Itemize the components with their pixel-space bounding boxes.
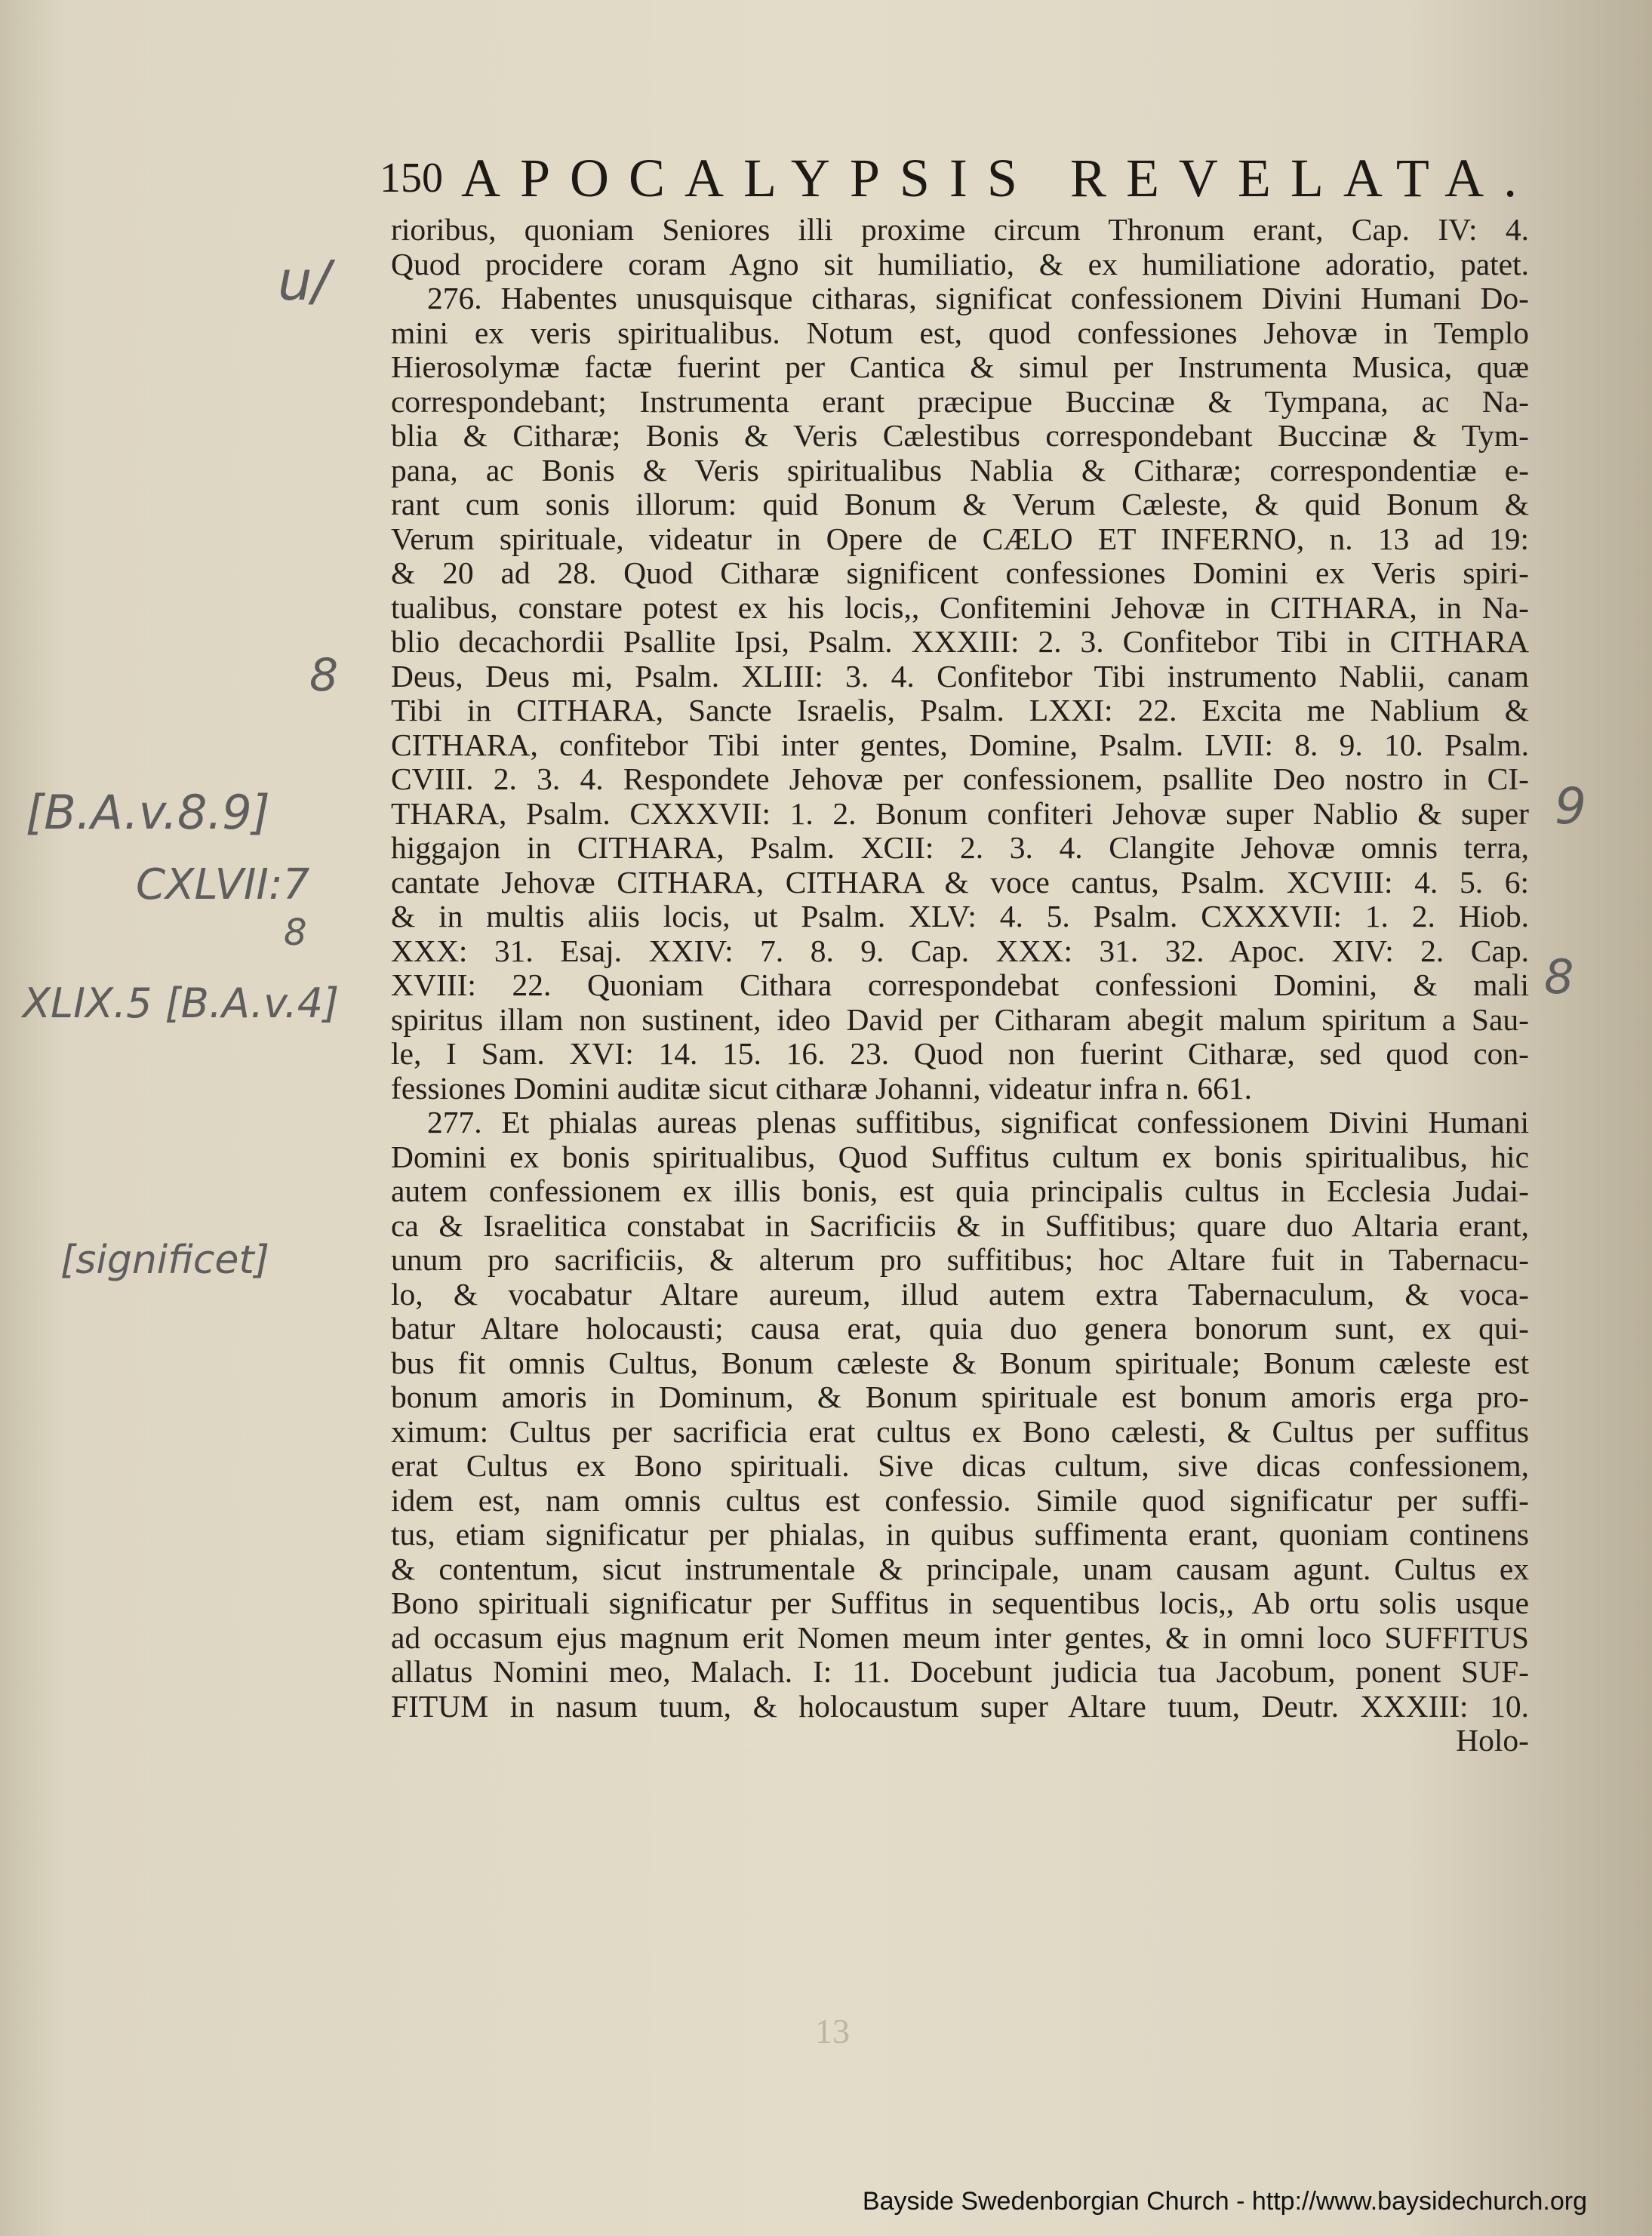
text-line: FITUM in nasum tuum, & holocaustum super Altare tuum, Deutr. XXXIII: 10. xyxy=(391,1688,1529,1724)
text-line: Bono spirituali significatur per Suffitus in sequentibus locis,, Ab ortu solis usque xyxy=(391,1585,1529,1620)
running-title: APOCALYPSIS REVELATA. xyxy=(461,147,1537,208)
text-line: le, I Sam. XVI: 14. 15. 16. 23. Quod non fuerint Citharæ, sed quod con- xyxy=(391,1036,1529,1071)
text-line: rant cum sonis illorum: quid Bonum & Verum Cæleste, & quid Bonum & xyxy=(391,487,1529,521)
signature-mark: 13 xyxy=(815,2012,850,2050)
text-line: bus fit omnis Cultus, Bonum cæleste & Bonum spirituale; Bonum cæleste est xyxy=(391,1345,1529,1380)
text-line: CITHARA, confitebor Tibi inter gentes, Domine, Psalm. LVII: 8. 9. 10. Psalm. xyxy=(391,727,1529,762)
margin-note: [significet] xyxy=(60,1238,270,1283)
text-line: erat Cultus ex Bono spirituali. Sive dicas cultum, sive dicas confessionem, xyxy=(391,1448,1529,1483)
text-line: bonum amoris in Dominum, & Bonum spirituale est bonum amoris erga pro- xyxy=(391,1379,1529,1414)
text-line: blio decachordii Psallite Ipsi, Psalm. XXXIII: 2. 3. Confitebor Tibi in CITHARA xyxy=(391,624,1529,659)
text-line: blia & Citharæ; Bonis & Veris Cælestibus correspondebant Buccinæ & Tym- xyxy=(391,418,1529,453)
text-line: CVIII. 2. 3. 4. Respondete Jehovæ per confessionem, psallite Deo nostro in CI- xyxy=(391,761,1529,796)
text-line: XXX: 31. Esaj. XXIV: 7. 8. 9. Cap. XXX: 31. 32. Apoc. XIV: 2. Cap. xyxy=(391,933,1529,968)
text-line: ad occasum ejus magnum erit Nomen meum inter gentes, & in omni loco SUFFITUS xyxy=(391,1619,1529,1655)
paragraph-277-start: 277. Et phialas aureas plenas suffitibus, significat confessionem Divini Humani xyxy=(427,1105,1529,1140)
margin-note: 8 xyxy=(284,912,307,954)
text-line: Domini ex bonis spiritualibus, Quod Suffitus cultum ex bonis spiritualibus, hic xyxy=(391,1139,1529,1174)
text-line: & 20 ad 28. Quod Citharæ significent confessiones Domini ex Veris spiri- xyxy=(391,555,1529,590)
text-line: spiritus illam non sustinent, ideo David per Citharam abegit malum spiritum a Sau- xyxy=(391,1001,1529,1037)
page-header xyxy=(380,142,1537,208)
text-line: Hierosolymæ factæ fuerint per Cantica & simul per Instrumenta Musica, quæ xyxy=(391,349,1529,384)
text-line: Quod procidere coram Agno sit humiliatio, & ex humiliatione adoratio, patet. xyxy=(391,246,1529,281)
text-line: autem confessionem ex illis bonis, est quia principalis cultus in Ecclesia Judai- xyxy=(391,1173,1529,1208)
text-line: ca & Israelitica constabat in Sacrificiis & in Suffitibus; quare duo Altaria erant, xyxy=(391,1207,1529,1243)
text-line: fessiones Domini auditæ sicut citharæ Johanni, videatur infra n. 661. xyxy=(391,1070,1253,1106)
text-line: THARA, Psalm. CXXXVII: 1. 2. Bonum confiteri Jehovæ super Nablio & super xyxy=(391,795,1529,831)
margin-note: 9 xyxy=(1555,777,1586,835)
margin-note: CXLVII:7 xyxy=(136,860,310,909)
text-line: Deus, Deus mi, Psalm. XLIII: 3. 4. Confitebor Tibi instrumento Nablii, canam xyxy=(391,658,1529,694)
margin-note: 8 xyxy=(309,649,339,702)
text-line: & in multis aliis locis, ut Psalm. XLV: 4. 5. Psalm. CXXXVII: 1. 2. Hiob. xyxy=(391,899,1529,933)
text-line: tus, etiam significatur per phialas, in quibus suffimenta erant, quoniam continens xyxy=(391,1517,1529,1552)
text-line: Verum spirituale, videatur in Opere de CÆLO ET INFERNO, n. 13 ad 19: xyxy=(391,521,1529,556)
text-line: correspondebant; Instrumenta erant præcipue Buccinæ & Tympana, ac Na- xyxy=(391,383,1529,419)
page-number: 150 xyxy=(380,155,443,202)
text-line: idem est, nam omnis cultus est confessio. Simile quod significatur per suffi- xyxy=(391,1482,1529,1518)
margin-note: 8 xyxy=(1544,949,1574,1004)
text-line: batur Altare holocausti; causa erat, quia duo genera bonorum sunt, ex qui- xyxy=(391,1311,1529,1346)
catchword: Holo- xyxy=(1456,1723,1529,1758)
text-line: pana, ac Bonis & Veris spiritualibus Nablia & Citharæ; correspondentiæ e- xyxy=(391,452,1529,487)
text-line: higgajon in CITHARA, Psalm. XCII: 2. 3. 4. Clangite Jehovæ omnis terra, xyxy=(391,830,1529,865)
margin-note: XLIX.5 [B.A.v.4] xyxy=(23,980,340,1027)
paragraph-276-start: 276. Habentes unusquisque citharas, significat confessionem Divini Humani Do- xyxy=(427,281,1529,315)
text-line: ximum: Cultus per sacrificia erat cultus ex Bono cælesti, & Cultus per suffitus xyxy=(391,1413,1529,1449)
text-line: rioribus, quoniam Seniores illi proxime circum Thronum erant, Cap. IV: 4. xyxy=(391,212,1529,247)
text-line: mini ex veris spiritualibus. Notum est, quod confessiones Jehovæ in Templo xyxy=(391,315,1529,350)
text-line: Tibi in CITHARA, Sancte Israelis, Psalm. LXXI: 22. Excita me Nablium & xyxy=(391,693,1529,727)
body-text xyxy=(391,213,1529,1758)
margin-note: u/ xyxy=(278,249,331,312)
watermark-credit: Bayside Swedenborgian Church - http://www.baysidechurch.org xyxy=(862,2187,1587,2216)
text-line: allatus Nomini meo, Malach. I: 11. Docebunt judicia tua Jacobum, ponent SUF- xyxy=(391,1654,1529,1689)
margin-note: [B.A.v.8.9] xyxy=(26,785,270,840)
text-line: unum pro sacrificiis, & alterum pro suffitibus; hoc Altare fuit in Tabernacu- xyxy=(391,1242,1529,1277)
text-line: XVIII: 22. Quoniam Cithara correspondebat confessioni Domini, & mali xyxy=(391,967,1529,1002)
text-line: cantate Jehovæ CITHARA, CITHARA & voce cantus, Psalm. XCVIII: 4. 5. 6: xyxy=(391,864,1529,900)
text-line: & contentum, sicut instrumentale & principale, unam causam agunt. Cultus ex xyxy=(391,1551,1529,1586)
text-line: tualibus, constare potest ex his locis,, Confitemini Jehovæ in CITHARA, in Na- xyxy=(391,589,1529,625)
text-line: lo, & vocabatur Altare aureum, illud autem extra Tabernaculum, & voca- xyxy=(391,1276,1529,1312)
